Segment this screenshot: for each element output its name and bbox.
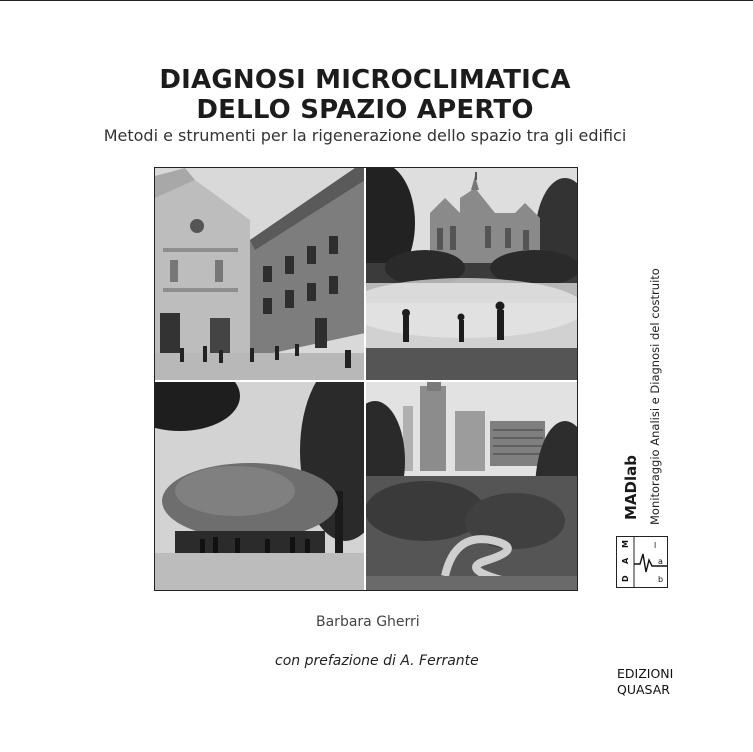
top-border-rule	[0, 0, 753, 1]
logo-letter-d: D	[621, 575, 630, 582]
photo-gothic-church-fountain	[365, 168, 577, 381]
preface-credit: con prefazione di A. Ferrante	[275, 653, 479, 669]
book-title-line-2: DELLO SPAZIO APERTO	[196, 95, 534, 125]
logo-letter-m: M	[621, 540, 630, 548]
photo-modern-park-skyline	[365, 381, 577, 590]
series-description-text: Monitoraggio Analisi e Diagnosi del costruito	[648, 268, 662, 525]
madlab-logo	[616, 536, 668, 588]
logo-letter-a2: a	[658, 557, 663, 566]
publisher-imprint	[617, 666, 673, 698]
photo-tree-canopy	[155, 381, 365, 590]
book-subtitle: Metodi e strumenti per la rigenerazione dello spazio tra gli edifici	[103, 126, 627, 145]
photo-piazza-church	[155, 168, 365, 381]
author-name: Barbara Gherri	[316, 614, 420, 630]
mosaic-divider-horizontal	[155, 380, 578, 382]
logo-letter-b: b	[658, 575, 664, 584]
cover-photo-mosaic	[154, 167, 578, 591]
logo-letter-l: l	[654, 541, 657, 550]
book-title-line-1: DIAGNOSI MICROCLIMATICA	[159, 65, 571, 95]
publisher-line-2: QUASAR	[617, 682, 670, 697]
logo-letter-a: A	[621, 557, 630, 564]
series-name-text: MADlab	[622, 455, 640, 520]
publisher-line-1: EDIZIONI	[617, 666, 674, 681]
